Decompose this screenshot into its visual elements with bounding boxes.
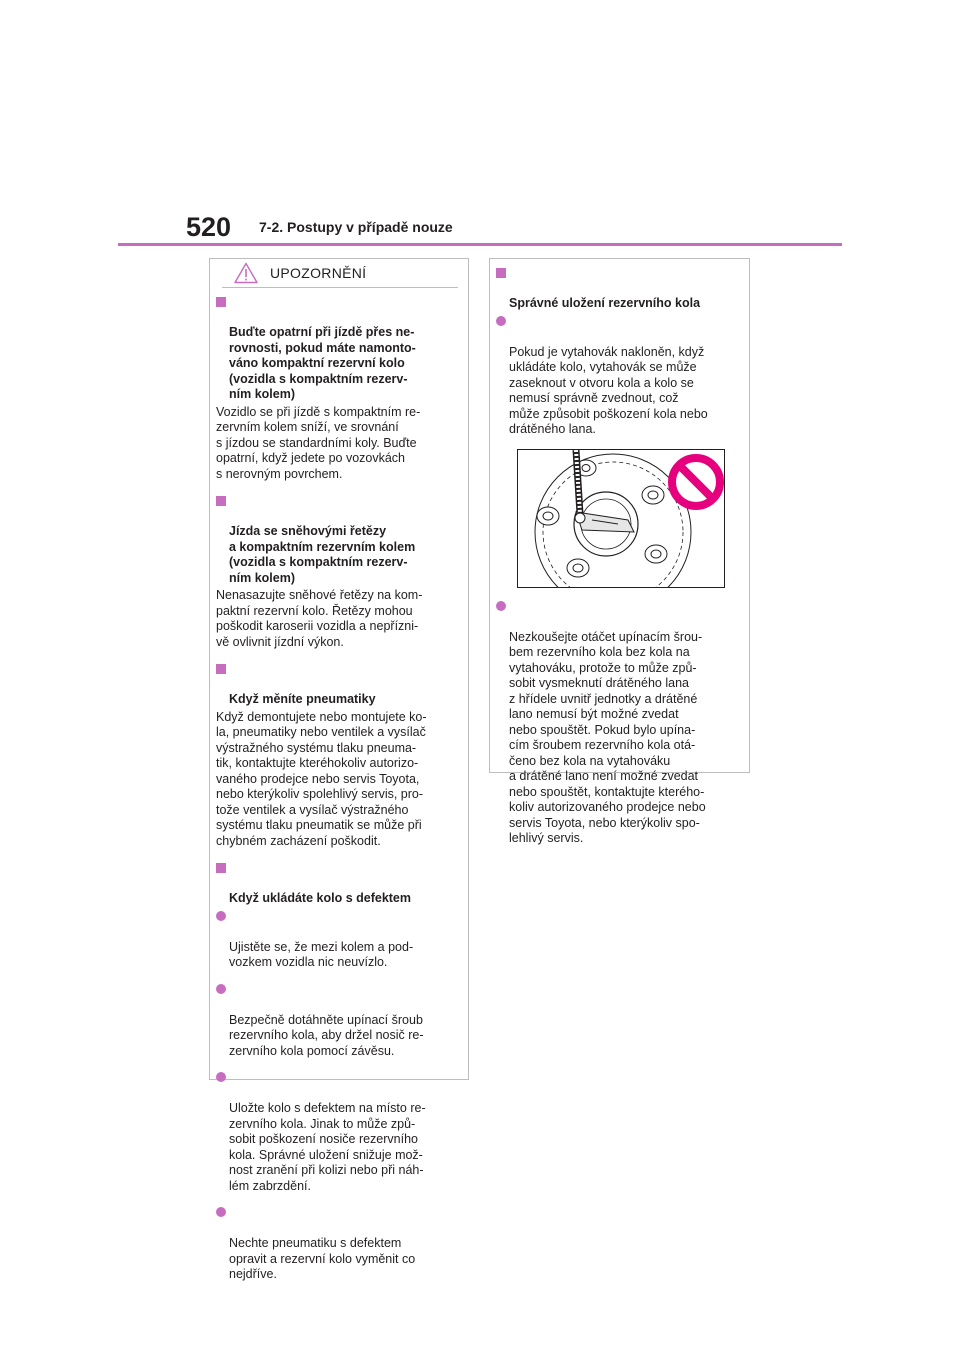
heading-text: Správné uložení rezervního kola xyxy=(509,296,701,310)
paragraph-rough-roads: Vozidlo se při jízdě s kompaktním re- zervním kolem sníží, ve srovnání s jízdou se standardními koly. Buďte opatrní, když jedete po vozovkách s nerovným povrchem. xyxy=(216,404,421,481)
warning-box-left-column xyxy=(209,258,469,1281)
list-item xyxy=(216,1070,462,1194)
list-item xyxy=(496,599,743,847)
header-rule xyxy=(118,243,842,246)
paragraph-changing-tires: Když demontujete nebo montujete ko- la, pneumatiky nebo ventilek a vysílač výstražného systému tlaku pneuma- tik, kontaktujte kteréhokoliv autorizo- vaného prodejce nebo servis Toyota, nebo kterýkoliv spolehlivý servis, pro- tože ventilek a vysílač výstražného systému tlaku pneumatik se může při chybném zacházení poškodit. xyxy=(216,709,427,848)
list-item xyxy=(496,314,743,438)
square-bullet-icon xyxy=(216,496,226,506)
spare-wheel-illustration xyxy=(517,449,725,588)
heading-text: Jízda se sněhovými řetězy a kompaktním rezervním kolem (vozidla s kompaktním rezerv- ním kolem) xyxy=(229,524,416,585)
warning-triangle-icon xyxy=(234,262,258,284)
round-bullet-icon xyxy=(216,984,226,994)
heading-storing-flat-tire xyxy=(216,860,462,907)
page-number: 520 xyxy=(186,212,232,242)
list-item xyxy=(216,1205,462,1283)
warning-title: UPOZORNĚNÍ xyxy=(270,265,367,281)
list-item-text: Nechte pneumatiku s defektem opravit a rezervní kolo vyměnit co nejdříve. xyxy=(229,1236,416,1281)
list-item-text: Nezkoušejte otáčet upínacím šrou- bem rezervního kola bez kola na vytahováku, protože to může způ- sobit vysmeknutí drátěného lana z hřídele uvnitř jednotky a drátěné lano nemusí být možné zvedat nebo spouštět. Pokud bylo upína- cím šroubem rezervního kola otá- čeno bez kola na vytahováku a drátěné lano není možné zvedat nebo spouštět, kontaktujte kterého- koliv autorizovaného prodejce nebo servis Toyota, nebo kterýkoliv spo- lehlivý servis. xyxy=(509,629,706,845)
heading-text: Když ukládáte kolo s defektem xyxy=(229,891,412,905)
heading-text: Když měníte pneumatiky xyxy=(229,692,376,706)
list-item-text: Uložte kolo s defektem na místo re- zervního kola. Jinak to může způ- sobit poškození nosiče rezervního kola. Správné uložení snižuje mož- nost zranění při kolizi nebo při náh- lém zabrzdění. xyxy=(229,1101,426,1193)
list-item xyxy=(216,982,462,1060)
paragraph-snow-chains: Nenasazujte sněhové řetězy na kom- paktní rezervní kolo. Řetězy mohou poškodit karoserii vozidla a nepřízni- vě ovlivnit jízdní výkon. xyxy=(216,588,423,649)
list-item-text: Pokud je vytahovák nakloněn, když ukládáte kolo, vytahovák se může zaseknout v otvoru kola a kolo se nemusí správně zvednout, což může způsobit poškození kola nebo drátěného lana. xyxy=(509,344,708,436)
heading-snow-chains xyxy=(216,493,462,586)
square-bullet-icon xyxy=(216,863,226,873)
right-column-content xyxy=(496,265,743,858)
prohibition-icon xyxy=(672,458,720,506)
heading-text: Buďte opatrní při jízdě přes ne- rovnosti, pokud máte namonto- váno kompaktní rezervní kolo (vozidla s kompaktním rezerv- ním kolem) xyxy=(229,325,416,401)
section-title: 7-2. Postupy v případě nouze xyxy=(259,219,453,235)
round-bullet-icon xyxy=(496,601,506,611)
wheel-drawing xyxy=(518,450,724,587)
left-column-content xyxy=(216,294,462,1294)
warning-header xyxy=(222,259,458,288)
list-item-text: Bezpečně dotáhněte upínací šroub rezervního kola, aby držel nosič re- zervního kola pomocí závěsu. xyxy=(229,1012,424,1058)
round-bullet-icon xyxy=(216,1072,226,1082)
square-bullet-icon xyxy=(216,664,226,674)
round-bullet-icon xyxy=(216,911,226,921)
square-bullet-icon xyxy=(496,268,506,278)
heading-rough-roads xyxy=(216,294,462,403)
right-column xyxy=(489,258,750,845)
round-bullet-icon xyxy=(216,1207,226,1217)
heading-changing-tires xyxy=(216,661,462,708)
square-bullet-icon xyxy=(216,297,226,307)
heading-spare-storage xyxy=(496,265,743,312)
round-bullet-icon xyxy=(496,316,506,326)
list-item-text: Ujistěte se, že mezi kolem a pod- vozkem vozidla nic neuvízlo. xyxy=(229,939,414,969)
list-item xyxy=(216,909,462,971)
